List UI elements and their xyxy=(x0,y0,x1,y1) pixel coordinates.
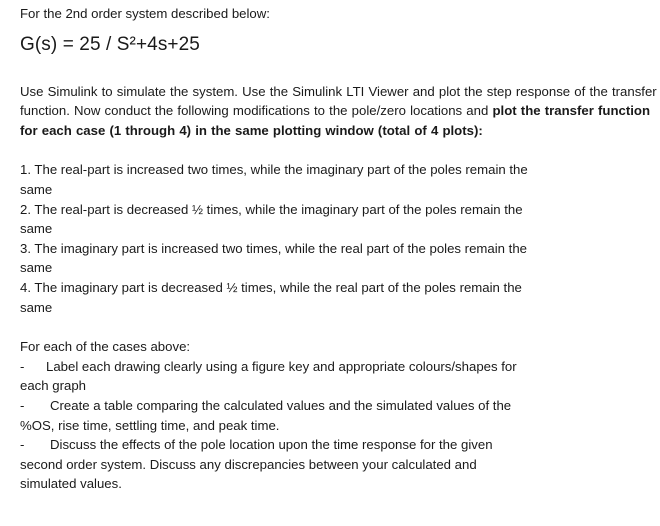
task-item-line: %OS, rise time, settling time, and peak time. xyxy=(20,417,280,433)
task-item-2 xyxy=(20,396,660,435)
dash-bullet: - xyxy=(20,358,25,374)
task-item-line: each graph xyxy=(20,378,86,394)
cases-list xyxy=(20,160,660,317)
case-item-line: same xyxy=(20,299,53,315)
task-item-text: Discuss the effects of the pole location upon the time response for the given xyxy=(50,437,493,453)
case-item-4 xyxy=(20,278,660,317)
tasks-title: For each of the cases above: xyxy=(20,339,191,355)
tasks-section xyxy=(20,337,660,494)
task-item-text: Label each drawing clearly using a figure key and appropriate colours/shapes for xyxy=(46,358,517,374)
case-item-line: 4. The imaginary part is decreased ½ times, while the real part of the poles remain the xyxy=(20,279,522,295)
task-item-line xyxy=(20,396,660,416)
transfer-function-formula: G(s) = 25 / S²+4s+25 xyxy=(20,33,200,55)
case-item-line: 3. The imaginary part is increased two times, while the real part of the poles remain the xyxy=(20,240,527,256)
case-item-line: same xyxy=(20,181,53,197)
case-item-line: same xyxy=(20,221,53,237)
task-item-line: simulated values. xyxy=(20,476,122,492)
task-item-line xyxy=(20,357,660,377)
case-item-line: 2. The real-part is decreased ½ times, while the imaginary part of the poles remain the xyxy=(20,201,523,217)
task-item-3 xyxy=(20,435,660,494)
dash-bullet: - xyxy=(20,397,25,413)
instructions-paragraph xyxy=(20,82,660,141)
instructions-bold-text: plot the transfer function for each case (1 through 4) in the same plotting window (total of 4 plots): xyxy=(20,103,651,138)
task-item-line: second order system. Discuss any discrepancies between your calculated and xyxy=(20,456,477,472)
task-item-line xyxy=(20,435,660,455)
task-item-1 xyxy=(20,357,660,396)
task-item-text: Create a table comparing the calculated values and the simulated values of the xyxy=(50,397,512,413)
case-item-2 xyxy=(20,200,660,239)
instructions-plain-text: Use Simulink to simulate the system. Use the Simulink LTI Viewer and plot the step response of the transfer function. Now conduct the following modifications to the pole/zero locations and xyxy=(20,83,657,119)
case-item-1 xyxy=(20,160,660,199)
case-item-3 xyxy=(20,239,660,278)
case-item-line: same xyxy=(20,260,53,276)
dash-bullet: - xyxy=(20,437,25,453)
intro-text: For the 2nd order system described below: xyxy=(20,6,270,21)
case-item-line: 1. The real-part is increased two times, while the imaginary part of the poles remain the xyxy=(20,162,528,178)
